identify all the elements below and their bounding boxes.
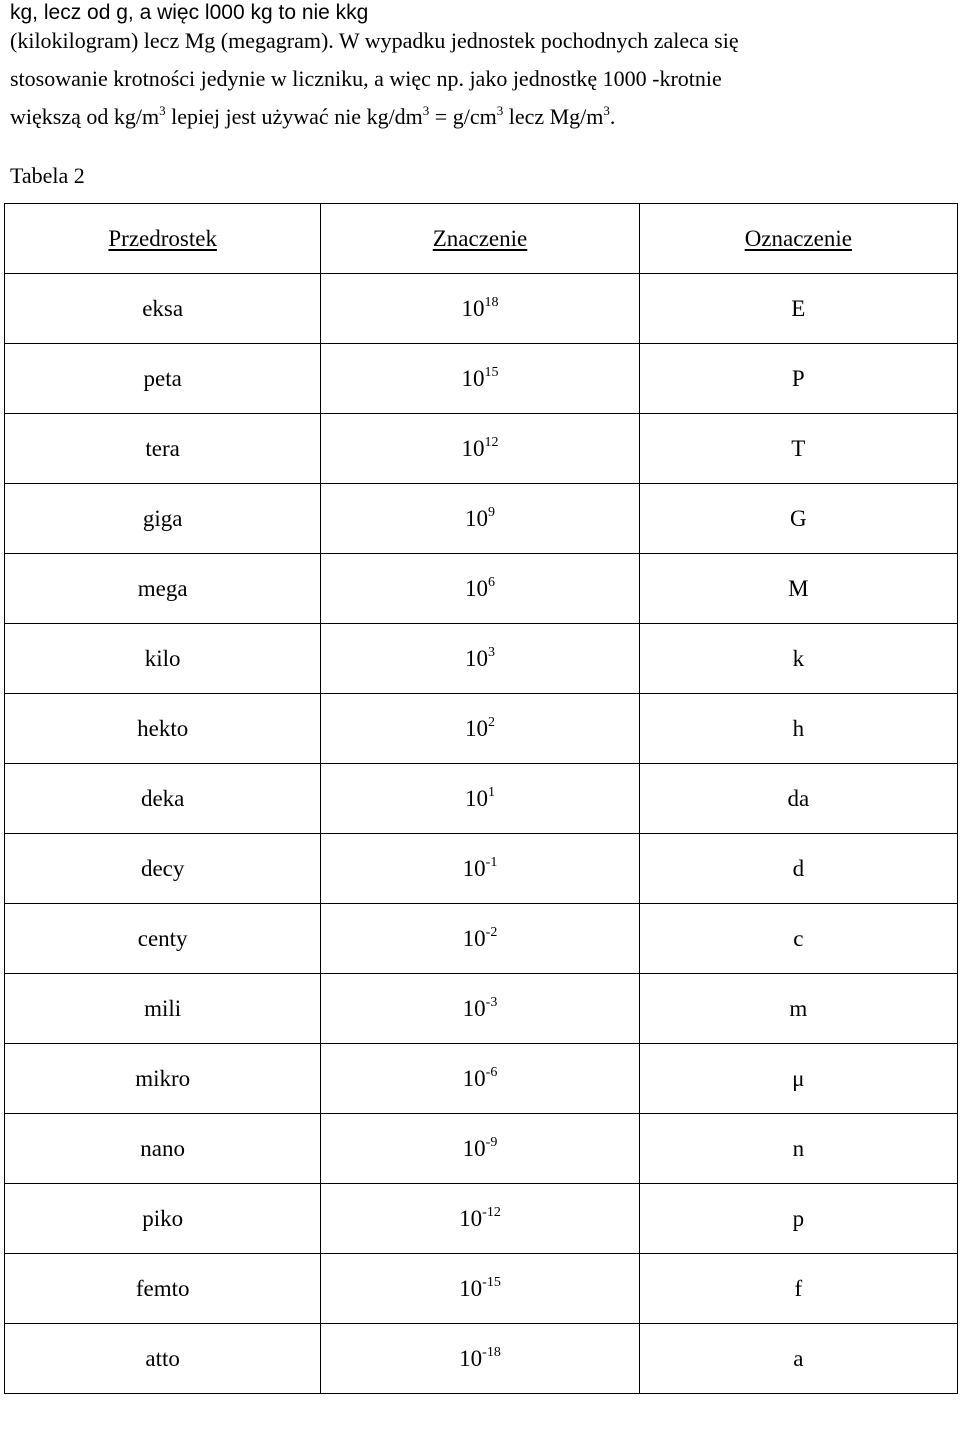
table-row <box>5 834 958 904</box>
power-exponent: 1 <box>487 784 495 800</box>
power-base: 10 <box>461 435 485 461</box>
table-row <box>5 764 958 834</box>
power-exponent: -3 <box>485 994 498 1010</box>
power-exponent: -6 <box>485 1064 498 1080</box>
prefix-cell: tera <box>5 414 321 484</box>
power-exponent: -12 <box>482 1204 501 1220</box>
intro-line-4-text-e: . <box>609 104 616 129</box>
prefix-cell: mega <box>5 554 321 624</box>
symbol-cell: p <box>639 1184 957 1254</box>
symbol-cell: m <box>639 974 957 1044</box>
power-base: 10 <box>461 365 485 391</box>
meaning-cell <box>321 624 639 694</box>
meaning-cell <box>321 1324 639 1394</box>
prefix-table <box>4 203 958 1394</box>
meaning-cell <box>321 904 639 974</box>
table-row <box>5 904 958 974</box>
prefix-cell: nano <box>5 1114 321 1184</box>
meaning-cell <box>321 1254 639 1324</box>
power-exponent: -2 <box>485 924 498 940</box>
prefix-cell: hekto <box>5 694 321 764</box>
power-exponent: 6 <box>487 574 495 590</box>
table-body <box>5 274 958 1394</box>
power-exponent: 9 <box>487 504 495 520</box>
prefix-cell: femto <box>5 1254 321 1324</box>
power-exponent: 15 <box>484 364 499 380</box>
power-exponent: -15 <box>482 1274 501 1290</box>
symbol-cell: M <box>639 554 957 624</box>
symbol-cell: da <box>639 764 957 834</box>
power-base: 10 <box>459 1275 483 1301</box>
table-row <box>5 1044 958 1114</box>
prefix-cell: atto <box>5 1324 321 1394</box>
symbol-cell: a <box>639 1324 957 1394</box>
table-row <box>5 624 958 694</box>
power-base: 10 <box>464 645 488 671</box>
table-row <box>5 344 958 414</box>
power-base: 10 <box>464 715 488 741</box>
meaning-cell <box>321 834 639 904</box>
power-base: 10 <box>464 575 488 601</box>
header-symbol: Oznaczenie <box>639 204 957 274</box>
power-exponent: -1 <box>485 854 498 870</box>
symbol-cell: μ <box>639 1044 957 1114</box>
symbol-cell: T <box>639 414 957 484</box>
prefix-cell: peta <box>5 344 321 414</box>
intro-line-4 <box>10 104 615 130</box>
table-row <box>5 694 958 764</box>
power-base: 10 <box>461 295 485 321</box>
header-meaning: Znaczenie <box>321 204 639 274</box>
power-base: 10 <box>462 1135 486 1161</box>
symbol-cell: E <box>639 274 957 344</box>
meaning-cell <box>321 554 639 624</box>
meaning-cell <box>321 1044 639 1114</box>
meaning-cell <box>321 484 639 554</box>
table-row <box>5 1114 958 1184</box>
intro-line-3: stosowanie krotności jedynie w liczniku, a więc np. jako jednostkę 1000 -krotnie <box>10 66 722 91</box>
prefix-cell: giga <box>5 484 321 554</box>
meaning-cell <box>321 274 639 344</box>
table-row <box>5 1254 958 1324</box>
table-caption: Tabela 2 <box>10 163 85 188</box>
power-base: 10 <box>462 855 486 881</box>
prefix-cell: centy <box>5 904 321 974</box>
meaning-cell <box>321 1114 639 1184</box>
intro-line-1: kg, lecz od g, a więc l000 kg to nie kkg <box>10 1 369 24</box>
power-base: 10 <box>462 995 486 1021</box>
prefix-cell: piko <box>5 1184 321 1254</box>
prefix-cell: decy <box>5 834 321 904</box>
intro-line-4-text-b: lepiej jest używać nie kg/dm <box>165 104 423 129</box>
exponent: 3 <box>159 103 166 118</box>
meaning-cell <box>321 974 639 1044</box>
meaning-cell <box>321 1184 639 1254</box>
table-row <box>5 1324 958 1394</box>
table-row <box>5 414 958 484</box>
table-row <box>5 484 958 554</box>
table-row <box>5 974 958 1044</box>
prefix-cell: deka <box>5 764 321 834</box>
table-header-row <box>5 204 958 274</box>
intro-line-4-text-c: = g/cm <box>429 104 497 129</box>
prefix-cell: kilo <box>5 624 321 694</box>
meaning-cell <box>321 764 639 834</box>
power-base: 10 <box>464 785 488 811</box>
prefix-cell: mili <box>5 974 321 1044</box>
symbol-cell: h <box>639 694 957 764</box>
prefix-cell: mikro <box>5 1044 321 1114</box>
symbol-cell: c <box>639 904 957 974</box>
exponent: 3 <box>496 103 504 118</box>
power-exponent: 18 <box>484 294 499 310</box>
meaning-cell <box>321 414 639 484</box>
meaning-cell <box>321 694 639 764</box>
power-base: 10 <box>462 925 486 951</box>
power-base: 10 <box>464 505 488 531</box>
exponent: 3 <box>603 103 610 118</box>
intro-line-2: (kilokilogram) lecz Mg (megagram). W wypadku jednostek pochodnych zaleca się <box>10 28 739 53</box>
power-exponent: 3 <box>487 644 495 660</box>
table-row <box>5 274 958 344</box>
symbol-cell: P <box>639 344 957 414</box>
symbol-cell: n <box>639 1114 957 1184</box>
power-exponent: -18 <box>482 1344 501 1360</box>
power-base: 10 <box>462 1065 486 1091</box>
prefix-cell: eksa <box>5 274 321 344</box>
symbol-cell: f <box>639 1254 957 1324</box>
symbol-cell: d <box>639 834 957 904</box>
intro-line-4-text-d: lecz Mg/m <box>503 104 604 129</box>
intro-line-4-text-a: większą od kg/m <box>10 104 160 129</box>
power-base: 10 <box>459 1205 483 1231</box>
table-row <box>5 1184 958 1254</box>
exponent: 3 <box>422 103 430 118</box>
power-exponent: -9 <box>485 1134 498 1150</box>
table-row <box>5 554 958 624</box>
symbol-cell: G <box>639 484 957 554</box>
power-exponent: 12 <box>484 434 499 450</box>
power-base: 10 <box>459 1345 483 1371</box>
meaning-cell <box>321 344 639 414</box>
power-exponent: 2 <box>487 714 495 730</box>
header-prefix: Przedrostek <box>5 204 321 274</box>
symbol-cell: k <box>639 624 957 694</box>
